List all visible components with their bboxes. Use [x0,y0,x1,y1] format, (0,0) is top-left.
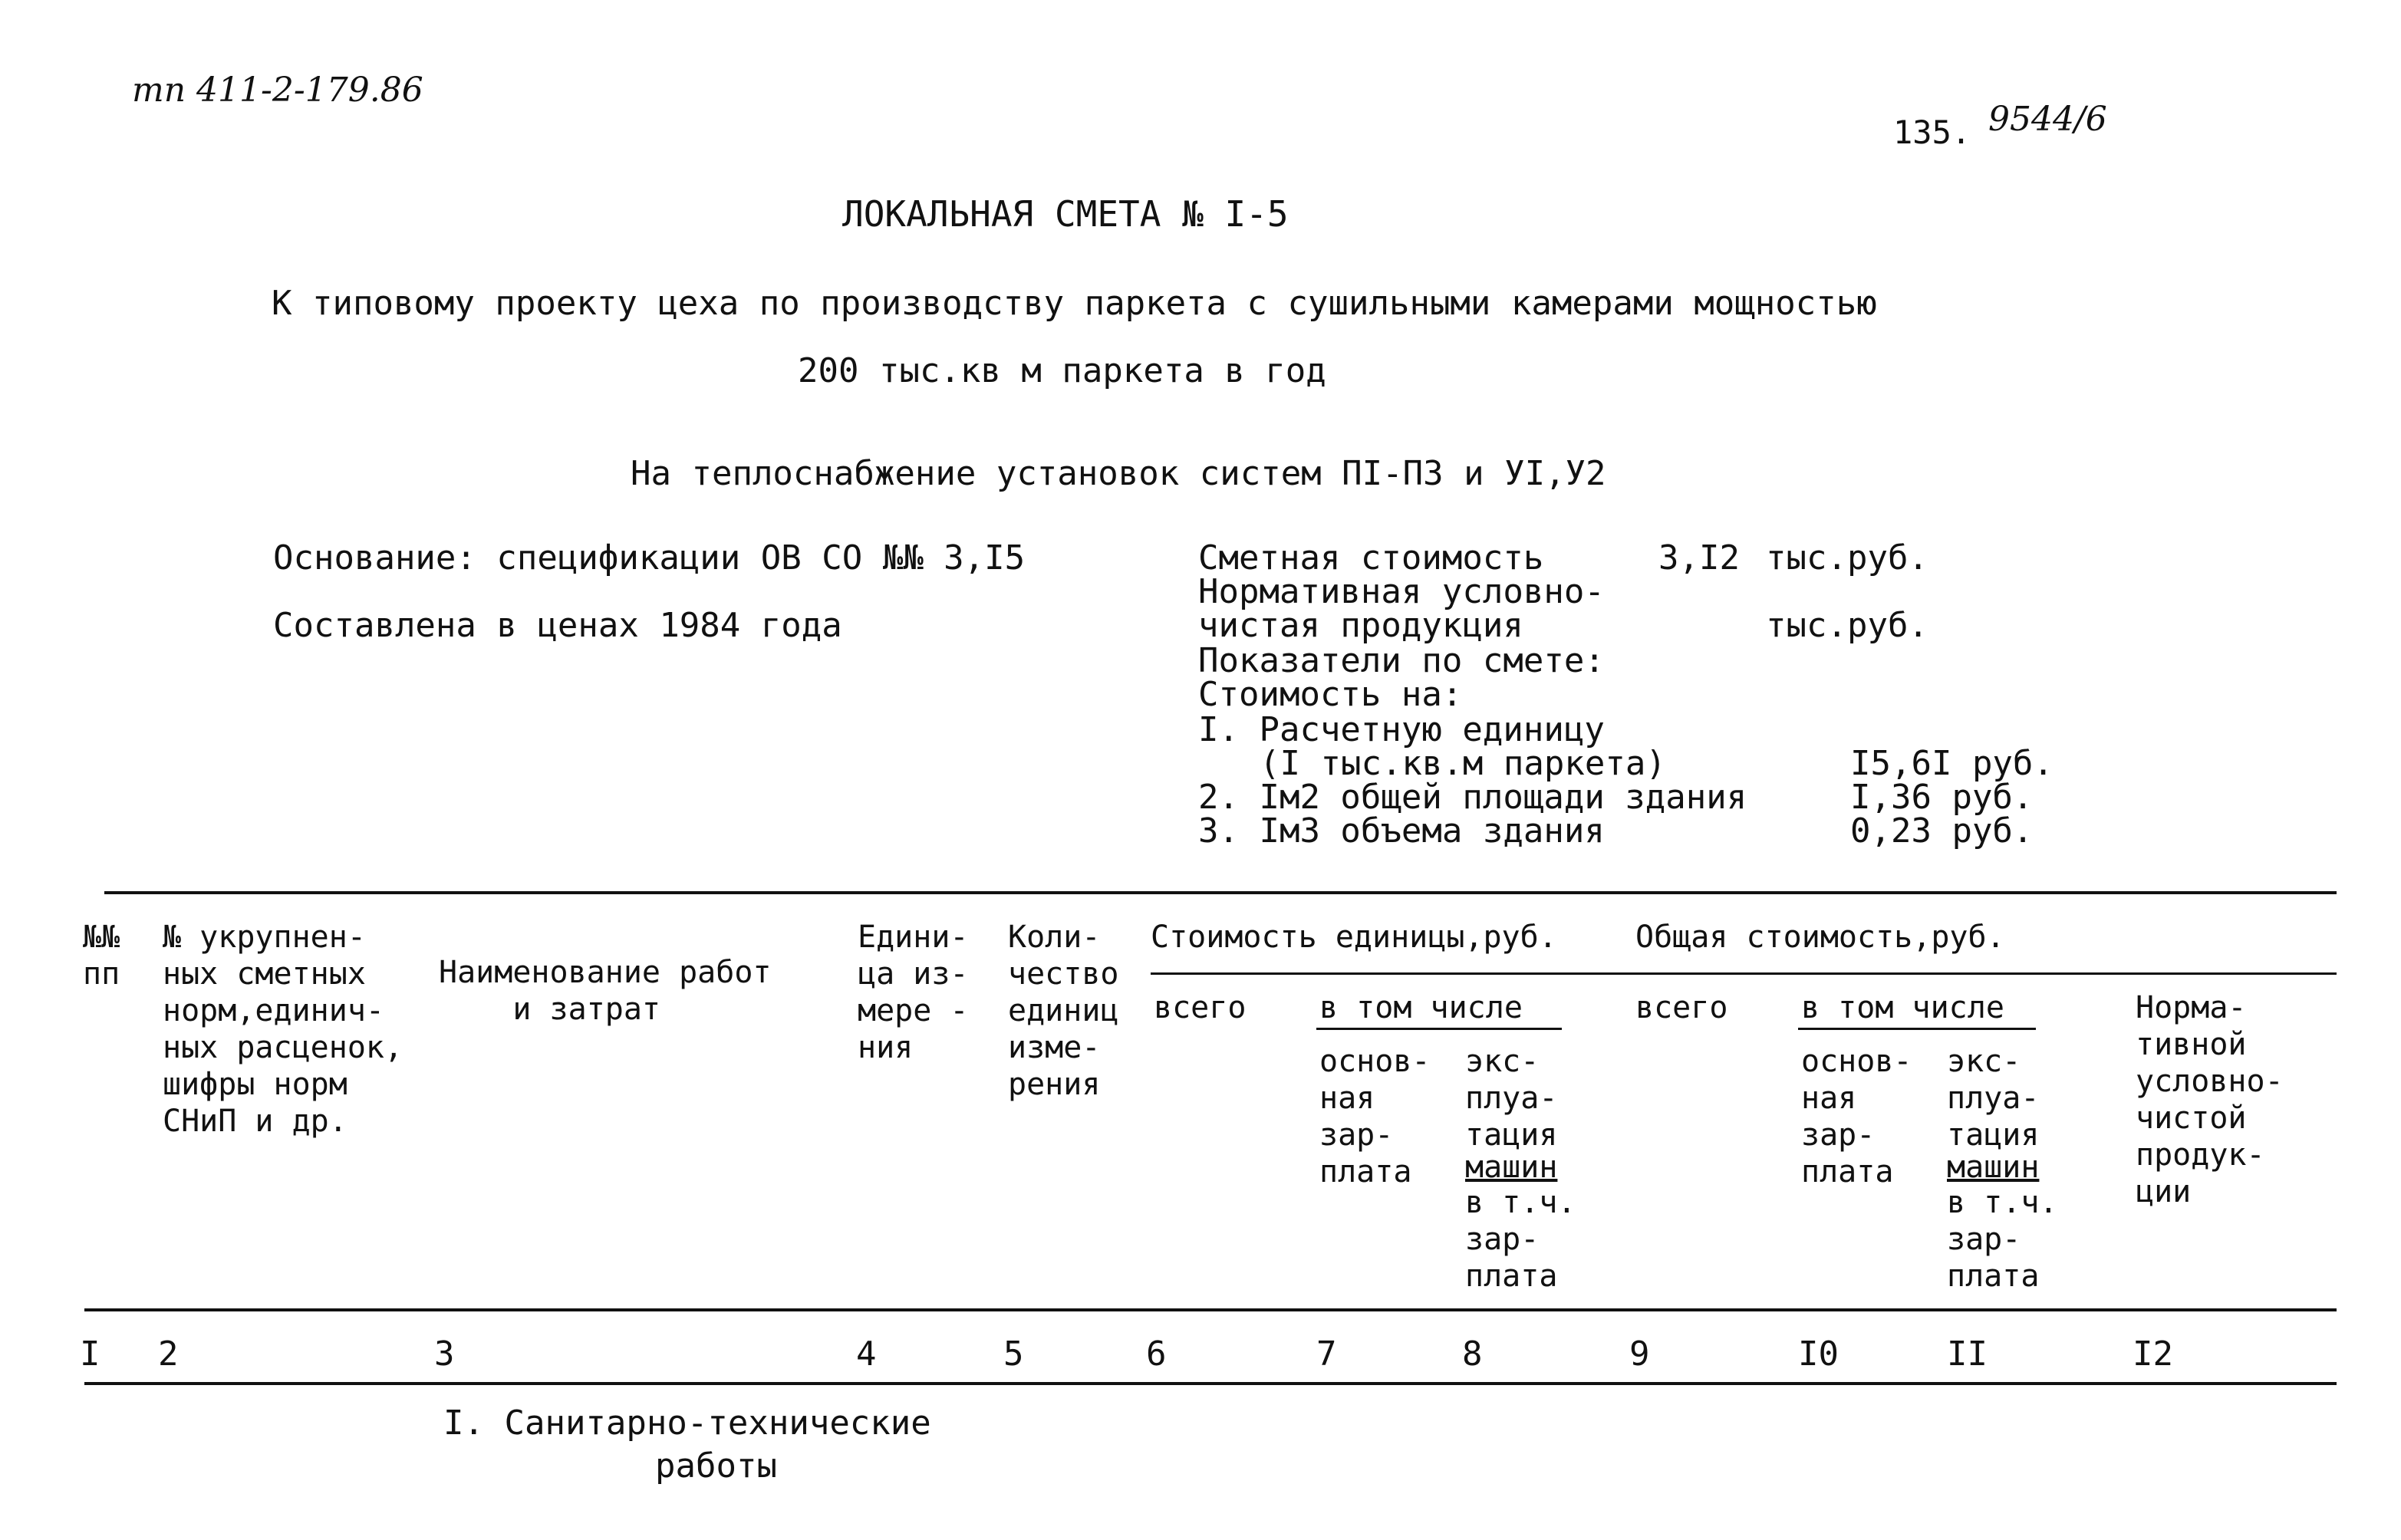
col-number-header: №№ пп [83,920,120,992]
total-cost-breakdown-rule [1798,1028,2036,1030]
unit-cost-machine-salary-header: в т.ч. зар- плата [1465,1185,1576,1294]
section-heading-line1: I. Санитарно-технические [443,1403,931,1443]
column-number: II [1947,1334,1988,1374]
table-top-rule [104,891,2337,894]
unit-cost-header: Стоимость единицы,руб. [1151,920,1557,955]
indicator-unit-value: I5,6I руб. [1850,744,2054,783]
column-number: I [80,1334,100,1374]
column-numbers-rule [84,1382,2337,1385]
column-number: 3 [434,1334,455,1374]
indicator-area-value: I,36 руб. [1850,778,2034,817]
col-unit-header: Едини- ца из- мере - ния [858,920,969,1065]
section-heading-line2: работы [655,1446,777,1486]
column-number: 9 [1629,1334,1650,1374]
basis-price-year: Составлена в ценах 1984 года [273,606,842,645]
normative-product-col-header: Норма- тивной условно- чистой продук- ции [2136,990,2284,1209]
document-title: ЛОКАЛЬНАЯ СМЕТА № I-5 [842,193,1289,235]
estimated-cost-unit: тыс.руб. [1766,538,1928,578]
column-number: 4 [856,1334,877,1374]
estimated-cost-label: Сметная стоимость [1198,538,1544,578]
indicator-volume-value: 0,23 руб. [1850,811,2034,851]
column-number: 2 [158,1334,179,1374]
column-number: 7 [1316,1334,1337,1374]
unit-cost-breakdown-header: в том числе [1319,990,1523,1025]
unit-cost-base-salary-header: основ- ная зар- плата [1319,1044,1431,1190]
basis-specification: Основание: спецификации ОВ СО №№ 3,I5 [273,538,1026,578]
normative-product-unit: тыс.руб. [1766,606,1928,645]
archive-number-handwritten: 9544/6 [1988,100,2107,139]
normative-product-label-line2: чистая продукция [1198,606,1523,645]
column-number: I0 [1798,1334,1839,1374]
indicator-area-label: 2. Iм2 общей площади здания [1198,778,1747,817]
unit-cost-total-header: всего [1154,990,1247,1025]
total-cost-base-salary-header: основ- ная зар- плата [1801,1044,1912,1190]
total-cost-machine-op-header: экс- плуа- тация [1947,1044,2040,1153]
column-number: 8 [1462,1334,1483,1374]
indicator-unit-line2: (I тыс.кв.м паркета) [1260,744,1666,783]
col-work-name-header: Наименование работ и затрат [439,955,772,1027]
total-cost-machine-salary-header: в т.ч. зар- плата [1947,1185,2058,1294]
column-number: 5 [1003,1334,1024,1374]
column-number: I2 [2133,1334,2173,1374]
total-cost-machines-label: машин [1947,1150,2040,1185]
unit-cost-machines-label: машин [1465,1150,1558,1185]
unit-cost-machine-op-header: экс- плуа- тация [1465,1044,1558,1153]
archive-number-printed: 135. [1893,114,1971,151]
total-cost-breakdown-header: в том числе [1801,990,2004,1025]
normative-product-label-line1: Нормативная условно- [1198,572,1605,611]
col-quantity-header: Коли- чество единиц изме- рения [1008,920,1119,1102]
header-bottom-rule [84,1308,2337,1311]
document-code-handwritten: тп 411-2-179.86 [132,71,423,110]
total-cost-header: Общая стоимость,руб. [1635,920,2005,955]
document-subtitle-line1: К типовому проекту цеха по производству паркета с сушильными камерами мощностью [272,284,1877,323]
estimated-cost-value: 3,I2 [1658,538,1740,578]
document-subtitle-line2: 200 тыс.кв м паркета в год [798,351,1326,390]
total-cost-total-header: всего [1635,990,1728,1025]
indicator-unit-line1: I. Расчетную единицу [1198,710,1605,749]
indicators-heading: Показатели по смете: [1198,641,1605,680]
document-subject: На теплоснабжение установок систем ПI-П3 и УI,У2 [631,454,1606,493]
cost-subheader-rule [1151,972,2337,975]
unit-cost-breakdown-rule [1316,1028,1562,1030]
col-norm-code-header: № укрупнен- ных сметных норм,единич- ных расценок, шифры норм СНиП и др. [163,920,403,1139]
cost-per-heading: Стоимость на: [1198,675,1463,714]
column-number: 6 [1146,1334,1167,1374]
indicator-volume-label: 3. Iм3 объема здания [1198,811,1605,851]
